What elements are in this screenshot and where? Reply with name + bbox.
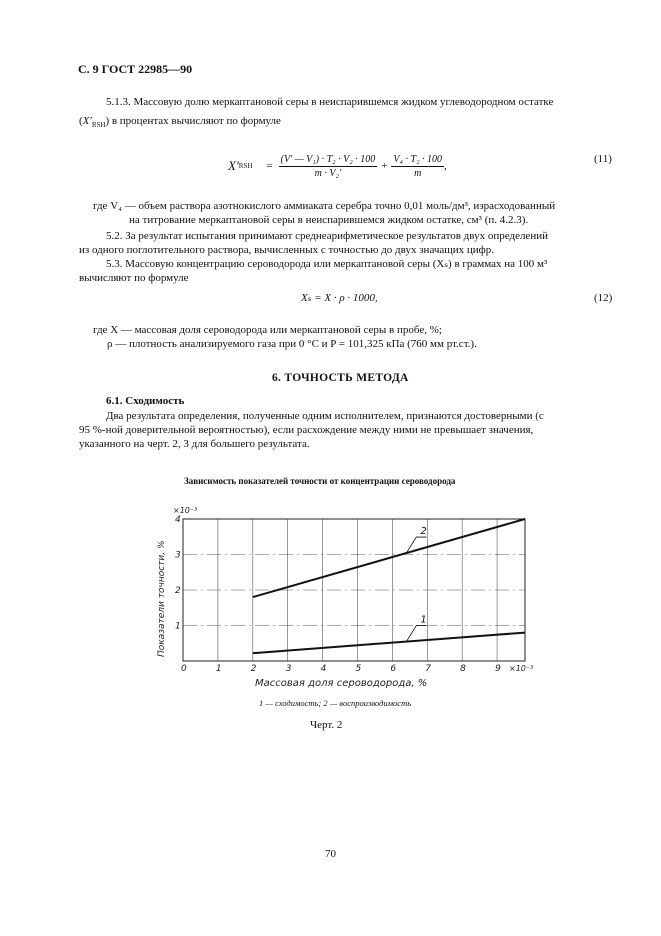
series-label-2: 2 (420, 526, 427, 538)
para-5-3-line2: вычисляют по формуле (79, 272, 189, 284)
x-tick-label-3: 3 (285, 664, 292, 674)
where-2-line1: где X — массовая доля сероводорода или меркаптановой серы в пробе, %; (93, 324, 442, 336)
x-tick-label-9: 9 (495, 664, 501, 674)
para-5-2-line2: из одного поглотительного раствора, вычисленных с точностью до двух значащих цифр. (79, 244, 495, 256)
where-1-line1: где V₄ — объем раствора азотнокислого аммиаката серебра точно 0,01 моль/дм³, израсходованный (93, 200, 556, 212)
page-header: С. 9 ГОСТ 22985—90 (78, 62, 193, 76)
section-6-1-line3: указанного на черт. 2, 3 для большего результата. (79, 438, 310, 450)
formula-11-number: (11) (594, 153, 612, 165)
series-line-1 (253, 633, 525, 654)
section-6-1-title: 6.1. Сходимость (106, 395, 185, 407)
plot-frame (183, 519, 525, 661)
where-2-line2: ρ — плотность анализируемого газа при 0 °С и P = 101,325 кПа (760 мм рт.ст.). (107, 338, 477, 350)
fraction-1: $\frac{\text{(V′ — V₁) · T₂ · V₂ · 100}}{\text{m · V₂′}}$ (280, 153, 376, 179)
para-5-2-line1: 5.2. За результат испытания принимают среднеарифметическое результатов двух определений (106, 230, 548, 242)
y-multiplier-label: ×10⁻³ (173, 506, 198, 515)
x-tick-label-4: 4 (320, 664, 327, 674)
formula-12: Xₛ = X · ρ · 1000, (301, 292, 378, 304)
x-tick-label-8: 8 (460, 664, 466, 674)
x-tick-label-1: 1 (215, 664, 222, 674)
chart-axes (183, 519, 525, 661)
y-tick-label-3: 3 (175, 550, 181, 561)
y-tick-label-2: 2 (175, 586, 181, 596)
x-axis-label: Массовая доля сероводорода, % (255, 678, 428, 689)
chart-series (253, 519, 525, 653)
where-1-line2: на титрование меркаптановой серы в неиспарившемся жидком остатке, см³ (п. 4.2.3). (129, 214, 529, 226)
formula-12-number: (12) (594, 292, 613, 304)
y-tick-label-4: 4 (175, 515, 181, 525)
section-6-1-line2: 95 %-ной доверительной вероятностью), если расхождение между ними не превышает значения, (79, 424, 534, 436)
x-tick-label-6: 6 (390, 664, 397, 674)
x-tick-label-5: 5 (355, 664, 362, 674)
series-leader-1 (406, 626, 426, 642)
chart-legend: 1 — сходимость; 2 — воспроизводимость (259, 698, 412, 708)
chart-title: Зависимость показателей точности от концентрации сероводорода (184, 476, 456, 486)
chart-ticks (175, 515, 501, 674)
series-line-2 (253, 519, 525, 597)
x-tick-label-2: 2 (250, 664, 257, 674)
y-axis-label: Показатели точности, % (157, 540, 167, 657)
series-label-1: 1 (420, 614, 427, 626)
section-6-1-line1: Два результата определения, полученные одним исполнителем, признаются достоверными (с (106, 410, 544, 422)
chart-caption: Черт. 2 (310, 719, 343, 731)
x-tick-label-7: 7 (425, 664, 432, 674)
x-multiplier-label: ×10⁻³ (509, 664, 534, 673)
para-5-1-3-line2: $(X'_{RSH})$ в процентах вычисляют по формуле (79, 115, 281, 130)
chart-grid (183, 519, 525, 661)
series-leader-2 (406, 537, 426, 553)
page-number: 70 (325, 848, 336, 860)
fraction-2: $\frac{\text{V₄ · T₂ · 100}}{m}$ (393, 153, 443, 179)
para-5-3-line1: 5.3. Массовую концентрацию сероводорода или меркаптановой серы (Xₛ) в граммах на 100 м³ (106, 258, 548, 270)
x-tick-label-0: 0 (181, 664, 187, 674)
para-5-1-3-line1: 5.1.3. Массовую долю меркаптановой серы в неиспарившемся жидком углеводородном остатке (106, 96, 554, 108)
y-tick-label-1: 1 (175, 621, 181, 632)
formula-11: X′ RSH = $\frac{\text{(V′ — V₁) · T₂ · V₂ · 100}}{\text{m · V₂′}}$ + $\frac{\text{V₄ · T₂ · 100}}{m}$ , (228, 153, 447, 179)
section-6-title: 6. ТОЧНОСТЬ МЕТОДА (272, 372, 409, 384)
